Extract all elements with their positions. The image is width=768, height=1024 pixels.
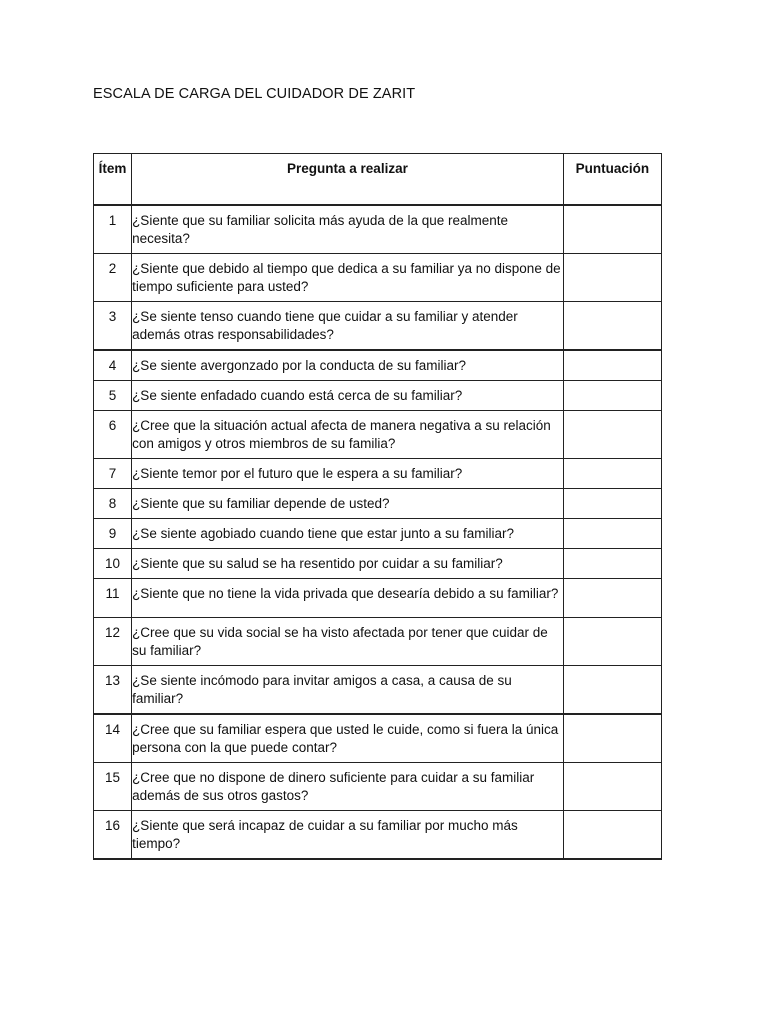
- document-title: ESCALA DE CARGA DEL CUIDADOR DE ZARIT: [93, 86, 416, 102]
- score-cell[interactable]: [563, 205, 661, 254]
- score-cell[interactable]: [563, 579, 661, 618]
- score-cell[interactable]: [563, 489, 661, 519]
- item-number: 13: [94, 666, 132, 715]
- score-cell[interactable]: [563, 459, 661, 489]
- item-number: 12: [94, 618, 132, 666]
- score-cell[interactable]: [563, 381, 661, 411]
- table-row: [94, 205, 662, 254]
- table-row: [94, 579, 662, 618]
- table-row: [94, 618, 662, 666]
- header-score: Puntuación: [563, 154, 661, 206]
- score-cell[interactable]: [563, 763, 661, 811]
- header-question: Pregunta a realizar: [132, 154, 564, 206]
- question-text: ¿Cree que su vida social se ha visto afectada por tener que cuidar de su familiar?: [132, 618, 564, 666]
- question-text: ¿Cree que su familiar espera que usted le cuide, como si fuera la única persona con la que puede contar?: [132, 714, 564, 763]
- header-item: Ítem: [94, 154, 132, 206]
- table-row: [94, 411, 662, 459]
- score-cell[interactable]: [563, 302, 661, 351]
- item-number: 5: [94, 381, 132, 411]
- question-text: ¿Siente que debido al tiempo que dedica a su familiar ya no dispone de tiempo suficiente para usted?: [132, 254, 564, 302]
- zarit-scale-table: [93, 153, 662, 860]
- item-number: 4: [94, 350, 132, 381]
- item-number: 16: [94, 811, 132, 860]
- table-row: [94, 666, 662, 715]
- score-cell[interactable]: [563, 666, 661, 715]
- item-number: 15: [94, 763, 132, 811]
- question-text: ¿Se siente agobiado cuando tiene que estar junto a su familiar?: [132, 519, 564, 549]
- table-row: [94, 489, 662, 519]
- question-text: ¿Siente que su familiar solicita más ayuda de la que realmente necesita?: [132, 205, 564, 254]
- question-text: ¿Siente que su familiar depende de usted?: [132, 489, 564, 519]
- question-text: ¿Siente que su salud se ha resentido por cuidar a su familiar?: [132, 549, 564, 579]
- question-text: ¿Se siente avergonzado por la conducta de su familiar?: [132, 350, 564, 381]
- item-number: 7: [94, 459, 132, 489]
- table-row: [94, 350, 662, 381]
- question-text: ¿Se siente incómodo para invitar amigos a casa, a causa de su familiar?: [132, 666, 564, 715]
- item-number: 11: [94, 579, 132, 618]
- table-row: [94, 459, 662, 489]
- table-row: [94, 302, 662, 351]
- item-number: 2: [94, 254, 132, 302]
- item-number: 9: [94, 519, 132, 549]
- table-row: [94, 714, 662, 763]
- item-number: 10: [94, 549, 132, 579]
- question-text: ¿Se siente tenso cuando tiene que cuidar a su familiar y atender además otras responsabilidades?: [132, 302, 564, 351]
- table-row: [94, 763, 662, 811]
- table-row: [94, 254, 662, 302]
- score-cell[interactable]: [563, 811, 661, 860]
- item-number: 8: [94, 489, 132, 519]
- question-text: ¿Siente temor por el futuro que le espera a su familiar?: [132, 459, 564, 489]
- question-text: ¿Se siente enfadado cuando está cerca de su familiar?: [132, 381, 564, 411]
- question-text: ¿Siente que será incapaz de cuidar a su familiar por mucho más tiempo?: [132, 811, 564, 860]
- table-row: [94, 381, 662, 411]
- score-cell[interactable]: [563, 714, 661, 763]
- question-text: ¿Cree que no dispone de dinero suficiente para cuidar a su familiar además de sus otros gastos?: [132, 763, 564, 811]
- score-cell[interactable]: [563, 254, 661, 302]
- table-row: [94, 519, 662, 549]
- item-number: 14: [94, 714, 132, 763]
- question-text: ¿Siente que no tiene la vida privada que desearía debido a su familiar?: [132, 579, 564, 618]
- item-number: 6: [94, 411, 132, 459]
- score-cell[interactable]: [563, 549, 661, 579]
- item-number: 1: [94, 205, 132, 254]
- table-header-row: [94, 154, 662, 206]
- table-row: [94, 811, 662, 860]
- score-cell[interactable]: [563, 519, 661, 549]
- score-cell[interactable]: [563, 411, 661, 459]
- score-cell[interactable]: [563, 350, 661, 381]
- table-row: [94, 549, 662, 579]
- question-text: ¿Cree que la situación actual afecta de manera negativa a su relación con amigos y otros miembros de su familia?: [132, 411, 564, 459]
- item-number: 3: [94, 302, 132, 351]
- score-cell[interactable]: [563, 618, 661, 666]
